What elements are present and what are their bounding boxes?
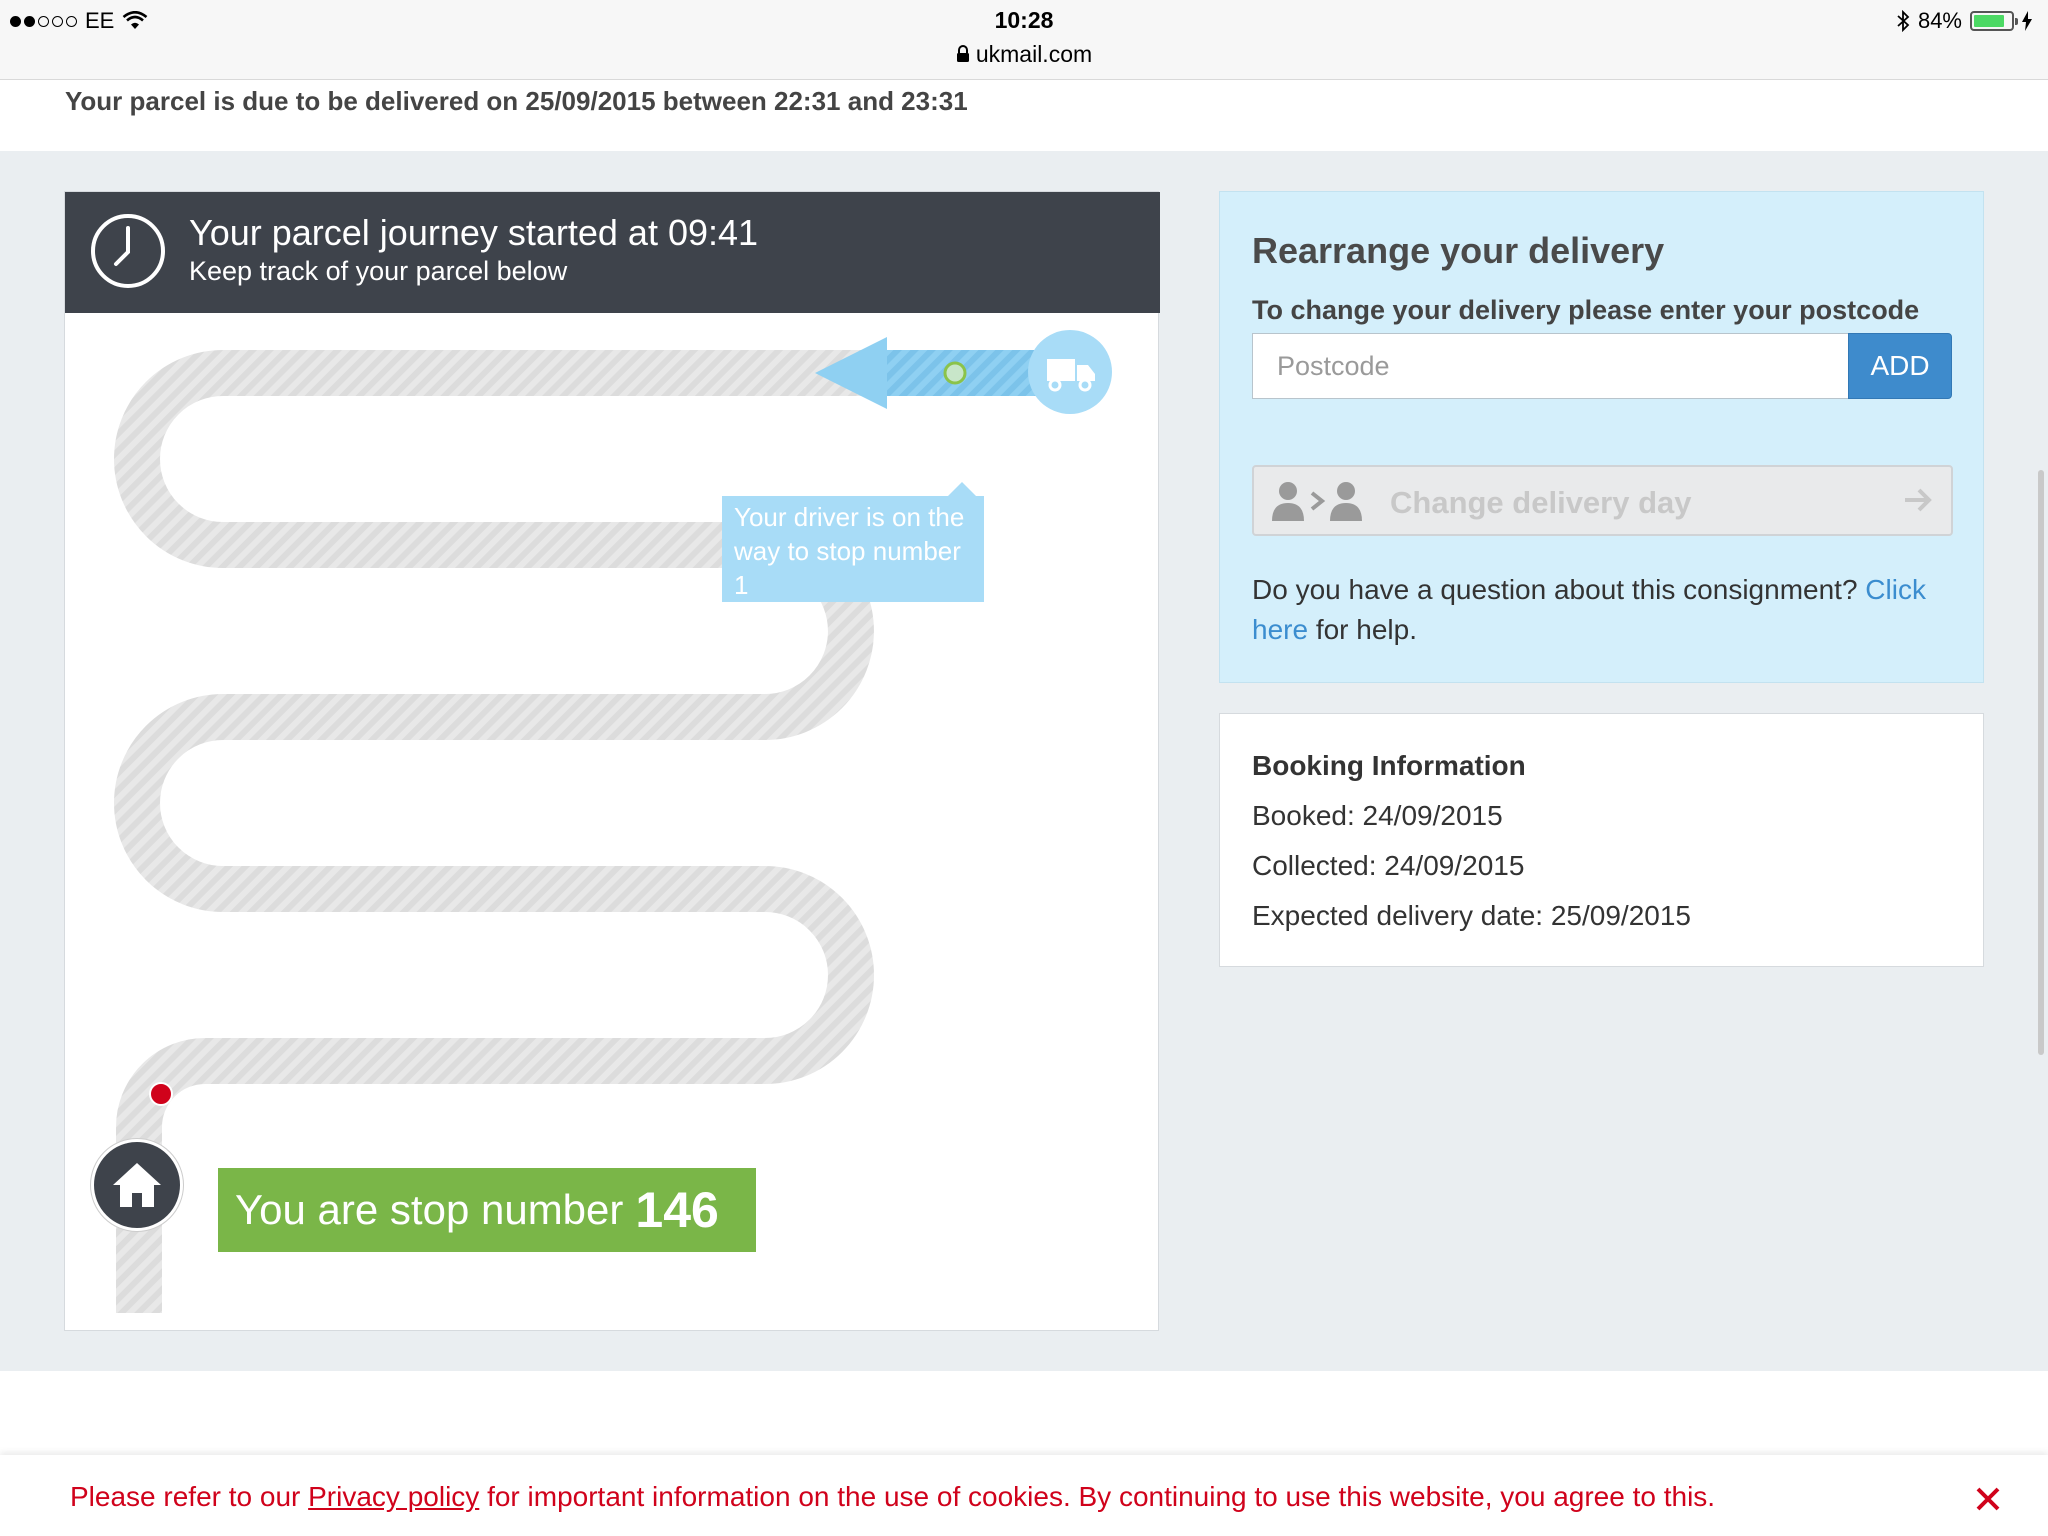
carrier-name: EE [85, 8, 115, 33]
address-bar[interactable] [0, 41, 2048, 68]
battery-icon [1970, 11, 2014, 31]
cookie-message [70, 1481, 1715, 1513]
booking-information-panel [1219, 713, 1984, 967]
arrow-right-icon [1901, 483, 1935, 517]
add-postcode-button[interactable]: ADD [1848, 333, 1952, 399]
your-stop-marker [150, 1083, 172, 1105]
consignment-question [1252, 570, 1952, 650]
truck-icon [1028, 330, 1112, 414]
change-delivery-day-button[interactable] [1252, 465, 1953, 536]
status-right [1896, 8, 2032, 34]
rearrange-delivery-panel [1219, 191, 1984, 683]
home-icon [91, 1139, 183, 1231]
stop-number-label: You are stop number [235, 1186, 624, 1233]
status-bar [0, 0, 2048, 80]
postcode-instruction: To change your delivery please enter your postcode [1252, 295, 1920, 325]
cookie-banner [0, 1455, 2048, 1536]
journey-track [65, 313, 1160, 1313]
journey-subtitle: Keep track of your parcel below [189, 256, 568, 286]
change-delivery-day-label: Change delivery day [1390, 485, 1692, 520]
question-prefix: Do you have a question about this consignment? [1252, 574, 1858, 605]
parcel-journey-panel [64, 191, 1159, 1331]
expected-delivery-date: Expected delivery date: 25/09/2015 [1252, 900, 1691, 931]
booked-date: Booked: 24/09/2015 [1252, 800, 1503, 831]
question-suffix: for help. [1315, 614, 1417, 645]
collected-date: Collected: 24/09/2015 [1252, 850, 1525, 881]
url-text: ukmail.com [975, 41, 1093, 67]
progress-arrow [815, 337, 887, 409]
rearrange-title: Rearrange your delivery [1252, 230, 1665, 271]
journey-header [65, 192, 1160, 313]
page-scrollbar[interactable] [2038, 470, 2044, 1055]
cookie-suffix: for important information on the use of cookies. By continuing to use this website, you agree to this. [487, 1481, 1716, 1512]
people-swap-icon [1268, 479, 1368, 523]
bluetooth-icon [1896, 10, 1910, 32]
stop-number-badge [218, 1168, 756, 1252]
battery-percent: 84% [1917, 8, 1962, 33]
privacy-policy-link[interactable]: Privacy policy [308, 1481, 480, 1512]
driver-position-dot [945, 363, 965, 383]
charging-icon [2022, 11, 2032, 31]
postcode-input[interactable] [1252, 333, 1849, 399]
cookie-prefix: Please refer to our [70, 1481, 301, 1512]
stop-number-value: 146 [635, 1182, 719, 1238]
journey-title: Your parcel journey started at 09:41 [189, 212, 759, 253]
close-icon[interactable] [1968, 1479, 2008, 1519]
clock-icon [89, 212, 167, 290]
lock-icon [956, 45, 970, 63]
status-time: 10:28 [994, 7, 1054, 33]
delivery-notice: Your parcel is due to be delivered on 25/09/2015 between 22:31 and 23:31 [65, 86, 968, 116]
booking-title: Booking Information [1252, 750, 1526, 781]
help-link[interactable]: Click here [1252, 574, 1926, 645]
driver-status-tooltip: Your driver is on the way to stop number 1 [722, 496, 984, 602]
